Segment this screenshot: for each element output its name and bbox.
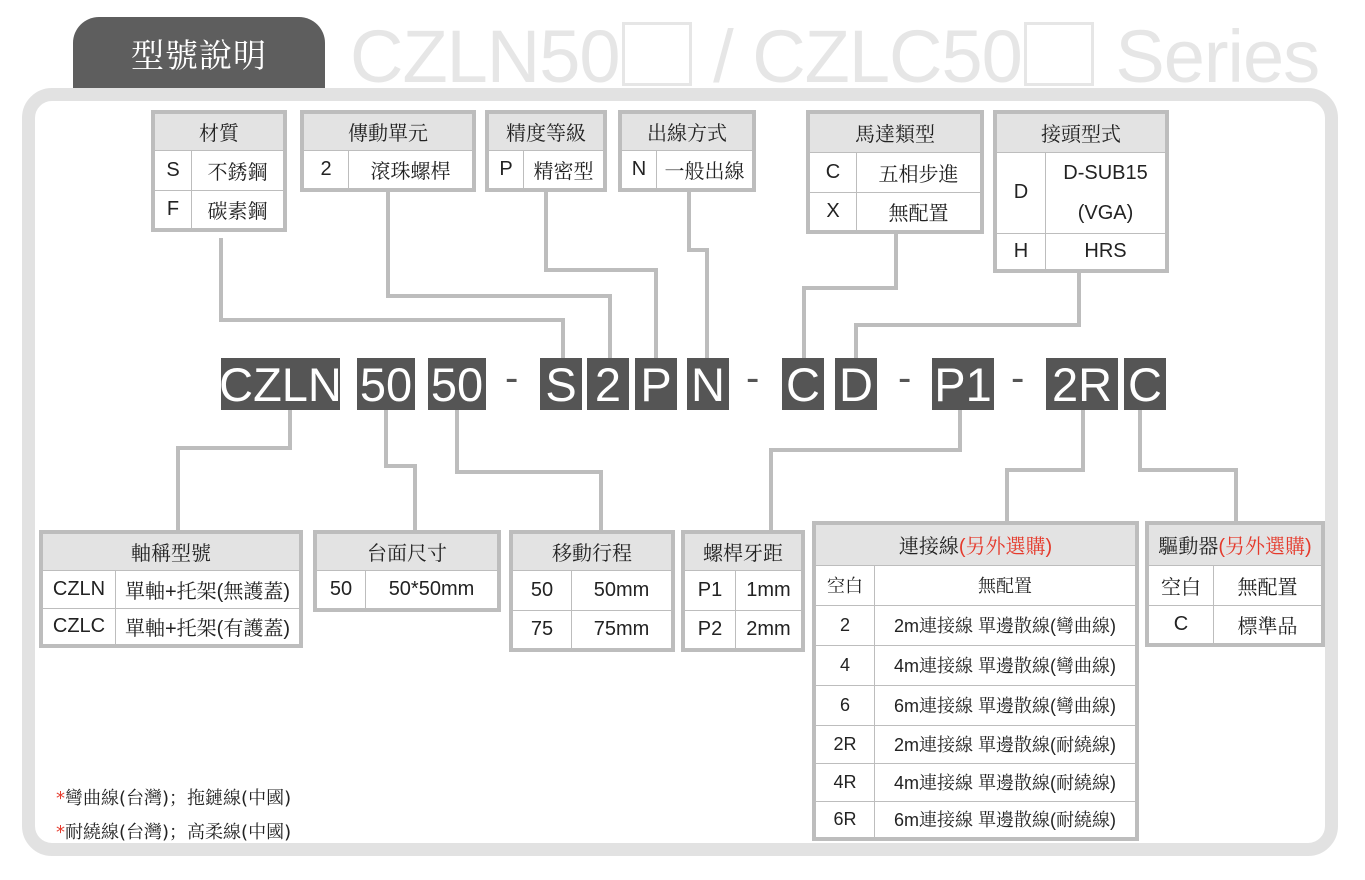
table-size-table: [313, 530, 501, 612]
outlet-code: N: [620, 150, 657, 190]
cable-table: [812, 521, 1139, 841]
stroke-table: [509, 530, 675, 652]
line-outlet: [689, 191, 707, 358]
driver-code-blank: 空白: [1147, 565, 1214, 605]
pitch-table: [681, 530, 805, 652]
material-code-s: S: [153, 150, 192, 190]
code-dash: -: [1011, 356, 1025, 400]
drive-unit-title: 傳動單元: [302, 112, 474, 150]
connector-desc-d: D-SUB15: [1063, 161, 1148, 184]
code-box-series: CZLN: [219, 357, 342, 411]
motor-desc-x: 無配置: [857, 192, 983, 232]
line-drive-unit: [388, 191, 610, 358]
code-dash: -: [746, 356, 760, 400]
cable-code: 2: [814, 605, 875, 645]
code-box-drive-unit: 2: [587, 358, 629, 410]
line-driver: [1140, 410, 1236, 521]
line-motor: [804, 234, 896, 358]
cable-code: 4: [814, 645, 875, 685]
pitch-code-p1: P1: [683, 570, 736, 610]
code-dash: -: [505, 356, 519, 400]
axis-title: 軸稱型號: [41, 532, 301, 570]
cable-desc: 4m連接線 單邊散線(耐繞線): [875, 763, 1138, 801]
footnote-text: 耐繞線(台灣)；高柔線(中國): [65, 822, 292, 843]
precision-code: P: [487, 150, 524, 190]
connector-code-d: D: [995, 152, 1046, 233]
table-size-code: 50: [315, 570, 366, 610]
cable-desc: 無配置: [875, 565, 1138, 605]
stroke-title: 移動行程: [511, 532, 673, 570]
cable-title: 連接線: [898, 536, 959, 559]
cable-code: 2R: [814, 725, 875, 763]
code-box-cable: 2R: [1046, 358, 1118, 410]
driver-code-c: C: [1147, 605, 1214, 645]
axis-code-czln: CZLN: [41, 570, 116, 608]
code-box-outlet: N: [687, 358, 729, 410]
motor-desc-c: 五相步進: [857, 152, 983, 192]
line-connector: [856, 272, 1079, 358]
precision-title: 精度等級: [487, 112, 605, 150]
material-title: 材質: [153, 112, 285, 150]
cable-optional-note: (另外選購): [958, 536, 1053, 559]
code-box-pitch: P1: [932, 358, 994, 410]
axis-table: [39, 530, 303, 648]
footnote-text: 彎曲線(台灣)；拖鏈線(中國): [65, 788, 292, 809]
driver-optional-note: (另外選購): [1218, 536, 1312, 559]
cable-desc: 2m連接線 單邊散線(耐繞線): [875, 725, 1138, 763]
code-box-material: S: [540, 358, 582, 410]
outlet-table: [618, 110, 756, 192]
driver-desc-c: 標準品: [1214, 605, 1324, 645]
stroke-desc-75: 75mm: [572, 610, 674, 650]
driver-desc-blank: 無配置: [1214, 565, 1324, 605]
material-code-f: F: [153, 190, 192, 230]
drive-unit-table: [300, 110, 476, 192]
outlet-title: 出線方式: [620, 112, 754, 150]
code-box-motor: C: [782, 358, 824, 410]
cable-code: 空白: [814, 565, 875, 605]
series-prefix: CZLN50: [350, 15, 620, 98]
stroke-desc-50: 50mm: [572, 570, 674, 610]
axis-desc-czln: 單軸+托架(無護蓋): [116, 570, 302, 608]
cable-desc: 6m連接線 單邊散線(彎曲線): [875, 685, 1138, 725]
page-title: 型號說明: [131, 35, 267, 75]
footnote-star: *: [56, 822, 65, 843]
code-box-precision: P: [635, 358, 677, 410]
code-box-table-size: 50: [357, 358, 415, 410]
precision-table: [485, 110, 607, 192]
drive-unit-desc: 滾珠螺桿: [349, 150, 475, 190]
cable-desc: 6m連接線 單邊散線(耐繞線): [875, 801, 1138, 839]
motor-code-c: C: [808, 152, 857, 192]
line-table-size: [386, 410, 415, 530]
pitch-desc-p2: 2mm: [736, 610, 804, 650]
pitch-desc-p1: 1mm: [736, 570, 804, 610]
line-cable: [1007, 410, 1083, 521]
footnote-flex-cable: [56, 818, 291, 844]
code-dash: -: [898, 356, 912, 400]
material-table: [151, 110, 287, 232]
precision-desc: 精密型: [524, 150, 606, 190]
line-axis: [178, 410, 290, 530]
line-pitch: [771, 410, 960, 530]
driver-title: 驅動器: [1158, 536, 1219, 559]
code-box-stroke: 50: [428, 358, 486, 410]
material-desc-s: 不銹鋼: [192, 150, 286, 190]
table-size-desc: 50*50mm: [366, 570, 500, 610]
footnote-bend-cable: [56, 784, 291, 810]
footnote-star: *: [56, 788, 65, 809]
cable-desc: 4m連接線 單邊散線(彎曲線): [875, 645, 1138, 685]
connector-desc-d-sub: (VGA): [1077, 201, 1134, 224]
motor-code-x: X: [808, 192, 857, 232]
driver-table: [1145, 521, 1325, 647]
pitch-title: 螺桿牙距: [683, 532, 803, 570]
line-stroke: [457, 410, 601, 530]
series-suffix: Series: [1115, 15, 1320, 98]
motor-title: 馬達類型: [808, 112, 982, 152]
motor-table: [806, 110, 984, 234]
axis-desc-czlc: 單軸+托架(有護蓋): [116, 608, 302, 646]
material-desc-f: 碳素鋼: [192, 190, 286, 230]
code-box-driver: C: [1124, 358, 1166, 410]
cable-code: 6: [814, 685, 875, 725]
table-size-title: 台面尺寸: [315, 532, 499, 570]
connector-table: [993, 110, 1169, 273]
series-mid: / CZLC50: [713, 15, 1022, 98]
axis-code-czlc: CZLC: [41, 608, 116, 646]
cable-code: 6R: [814, 801, 875, 839]
cable-desc: 2m連接線 單邊散線(彎曲線): [875, 605, 1138, 645]
stroke-code-75: 75: [511, 610, 572, 650]
cable-code: 4R: [814, 763, 875, 801]
pitch-code-p2: P2: [683, 610, 736, 650]
outlet-desc: 一般出線: [657, 150, 755, 190]
connector-title: 接頭型式: [995, 112, 1167, 152]
connector-desc-h: HRS: [1046, 233, 1168, 271]
connector-code-h: H: [995, 233, 1046, 271]
drive-unit-code: 2: [302, 150, 349, 190]
stroke-code-50: 50: [511, 570, 572, 610]
code-box-connector: D: [835, 358, 877, 410]
